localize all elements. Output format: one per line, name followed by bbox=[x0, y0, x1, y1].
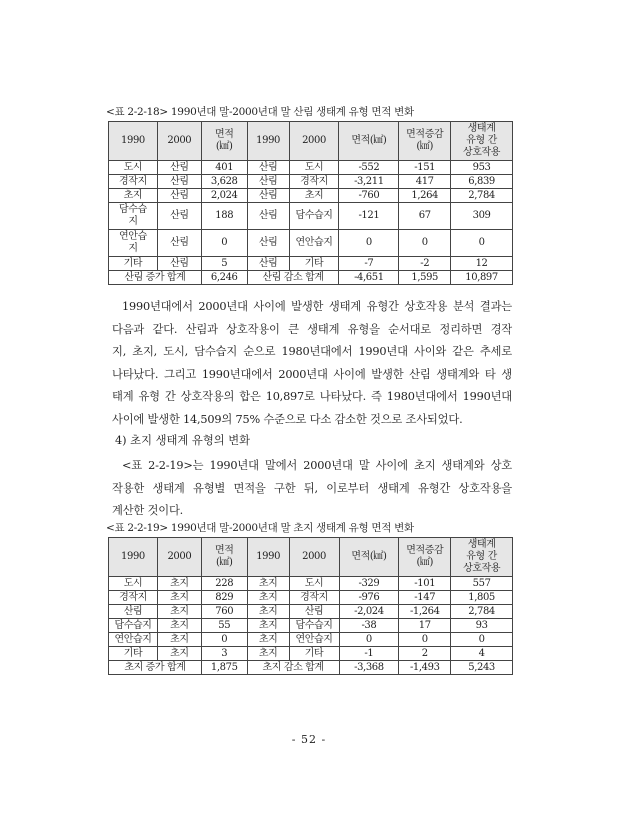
table-cell: -1,264 bbox=[399, 605, 451, 619]
total-label: 초지 증가 합계 bbox=[109, 661, 202, 675]
table-row bbox=[109, 647, 513, 661]
table-cell: 초지 bbox=[247, 591, 289, 605]
text-line: 작용한 생태계 유형별 면적을 구한 뒤, 이로부터 생태계 유형간 상호작용을 bbox=[112, 481, 512, 495]
text-line: 사이에 발생한 14,509의 75% 수준으로 다소 감소한 것으로 조사되었다. bbox=[112, 412, 463, 426]
table-cell: 초지 bbox=[157, 591, 201, 605]
text-line: 태계 유형 간 상호작용의 합은 10,897로 나타났다. 즉 1980년대에서 1990년대 bbox=[112, 390, 512, 403]
table-cell: 67 bbox=[399, 203, 451, 230]
table-cell: 산림 bbox=[157, 175, 201, 189]
total-value: 1,595 bbox=[399, 271, 451, 285]
column-header: 2000 bbox=[157, 538, 201, 577]
table-cell: 417 bbox=[399, 175, 451, 189]
table-row bbox=[109, 633, 513, 647]
table-cell: 0 bbox=[201, 633, 247, 647]
table-row bbox=[109, 175, 513, 189]
table-cell: -38 bbox=[339, 619, 399, 633]
table-cell: 연안습지 bbox=[109, 633, 158, 647]
table-cell: -976 bbox=[339, 591, 399, 605]
analysis-paragraph bbox=[112, 296, 512, 431]
table-cell: 산림 bbox=[157, 189, 201, 203]
table-cell: 도시 bbox=[109, 161, 158, 175]
table-cell: 55 bbox=[201, 619, 247, 633]
table-cell: 초지 bbox=[247, 633, 289, 647]
table-cell: -760 bbox=[339, 189, 399, 203]
table-row bbox=[109, 189, 513, 203]
text-line: 다음과 같다. 산림과 상호작용이 큰 생태계 유형을 순서대로 정리하면 경작 bbox=[112, 322, 512, 336]
table-row bbox=[109, 619, 513, 633]
table-cell: 도시 bbox=[289, 161, 339, 175]
table-cell: 경작지 bbox=[289, 591, 339, 605]
text-line: 계산한 것이다. bbox=[112, 504, 184, 517]
table-cell: 도시 bbox=[289, 577, 339, 591]
column-header: 생태계 유형 간 상호작용 bbox=[451, 122, 513, 161]
table-cell: 0 bbox=[399, 230, 451, 257]
table-cell: 1,264 bbox=[399, 189, 451, 203]
table-cell: 초지 bbox=[247, 619, 289, 633]
table-cell: 연안습지 bbox=[289, 230, 339, 257]
column-header: 1990 bbox=[109, 122, 158, 161]
table-row bbox=[109, 577, 513, 591]
table-cell: 초지 bbox=[289, 189, 339, 203]
section-title: 4) 초지 생태계 유형의 변화 bbox=[115, 434, 251, 447]
total-value: 6,246 bbox=[201, 271, 247, 285]
table-cell: 0 bbox=[451, 230, 513, 257]
table-cell: 산림 bbox=[247, 175, 289, 189]
table-cell: 경작지 bbox=[289, 175, 339, 189]
column-header: 면적증감 (㎢) bbox=[399, 538, 451, 577]
total-label: 산림 증가 합계 bbox=[109, 271, 202, 285]
table-cell: 5 bbox=[201, 257, 247, 271]
table-cell: 초지 bbox=[157, 647, 201, 661]
table-cell: 초지 bbox=[247, 647, 289, 661]
table-cell: 산림 bbox=[157, 161, 201, 175]
total-value: 5,243 bbox=[451, 661, 513, 675]
table-row bbox=[109, 203, 513, 230]
column-header: 1990 bbox=[109, 538, 158, 577]
table-cell: -2,024 bbox=[339, 605, 399, 619]
table-row bbox=[109, 230, 513, 257]
table-cell: -2 bbox=[399, 257, 451, 271]
table-cell: 0 bbox=[339, 633, 399, 647]
column-header: 1990 bbox=[247, 122, 289, 161]
table-cell: -1 bbox=[339, 647, 399, 661]
table-cell: 경작지 bbox=[109, 591, 158, 605]
table-cell: 17 bbox=[399, 619, 451, 633]
column-header: 2000 bbox=[157, 122, 201, 161]
table1-caption: <표 2-2-18> 1990년대 말-2000년대 말 산림 생태계 유형 면적 변화 bbox=[106, 106, 414, 118]
table-cell: 담수습지 bbox=[109, 619, 158, 633]
table-cell: 3,628 bbox=[201, 175, 247, 189]
table-cell: 초지 bbox=[247, 605, 289, 619]
table-cell: 산림 bbox=[109, 605, 158, 619]
table-cell: 담수습지 bbox=[289, 619, 339, 633]
total-value: -3,368 bbox=[339, 661, 399, 675]
table-cell: 0 bbox=[451, 633, 513, 647]
column-header: 면적(㎢) bbox=[339, 122, 399, 161]
table2-caption: <표 2-2-19> 1990년대 말-2000년대 말 초지 생태계 유형 면적 변화 bbox=[106, 522, 414, 534]
table-cell: -552 bbox=[339, 161, 399, 175]
table-cell: 12 bbox=[451, 257, 513, 271]
table-cell: 309 bbox=[451, 203, 513, 230]
table-cell: 초지 bbox=[157, 633, 201, 647]
column-header: 면적 (㎢) bbox=[201, 122, 247, 161]
table-total-row bbox=[109, 661, 513, 675]
total-value: -1,493 bbox=[399, 661, 451, 675]
total-value: 1,875 bbox=[201, 661, 247, 675]
table-cell: 산림 bbox=[157, 257, 201, 271]
table-header-row bbox=[109, 538, 513, 577]
table-cell: 산림 bbox=[247, 203, 289, 230]
table-cell: 0 bbox=[201, 230, 247, 257]
table-cell: 0 bbox=[339, 230, 399, 257]
table-cell: 기타 bbox=[109, 647, 158, 661]
table-cell: -7 bbox=[339, 257, 399, 271]
table-cell: 93 bbox=[451, 619, 513, 633]
table-cell: 연안습지 bbox=[289, 633, 339, 647]
table-cell: 산림 bbox=[247, 257, 289, 271]
column-header: 면적 (㎢) bbox=[201, 538, 247, 577]
table-cell: 연안습지 bbox=[109, 230, 158, 257]
table-cell: 760 bbox=[201, 605, 247, 619]
table-cell: 산림 bbox=[247, 189, 289, 203]
text-line: 나타났다. 그리고 1990년대에서 2000년대 사이에 발생한 산림 생태계와 타 생 bbox=[112, 367, 512, 381]
table-cell: 228 bbox=[201, 577, 247, 591]
total-value: 10,897 bbox=[451, 271, 513, 285]
table-cell: 산림 bbox=[157, 203, 201, 230]
table-cell: -151 bbox=[399, 161, 451, 175]
total-label: 산림 감소 합계 bbox=[247, 271, 339, 285]
table-cell: 경작지 bbox=[109, 175, 158, 189]
table-cell: 도시 bbox=[109, 577, 158, 591]
column-header: 2000 bbox=[289, 122, 339, 161]
table-cell: -329 bbox=[339, 577, 399, 591]
table-row bbox=[109, 591, 513, 605]
total-value: -4,651 bbox=[339, 271, 399, 285]
table-cell: 기타 bbox=[289, 257, 339, 271]
table-cell: 초지 bbox=[157, 605, 201, 619]
table-cell: -3,211 bbox=[339, 175, 399, 189]
text-line: <표 2-2-19>는 1990년대 말에서 2000년대 말 사이에 초지 생태계와 상호 bbox=[122, 459, 512, 472]
table-cell: 기타 bbox=[109, 257, 158, 271]
table-cell: 초지 bbox=[247, 577, 289, 591]
text-line: 지, 초지, 도시, 담수습지 순으로 1980년대에서 1990년대 사이와 같은 추세로 bbox=[112, 345, 512, 358]
table-cell: 산림 bbox=[289, 605, 339, 619]
table-cell: 2 bbox=[399, 647, 451, 661]
column-header: 1990 bbox=[247, 538, 289, 577]
table-row bbox=[109, 605, 513, 619]
table-cell: 2,024 bbox=[201, 189, 247, 203]
table-cell: 188 bbox=[201, 203, 247, 230]
table-header-row bbox=[109, 122, 513, 161]
column-header: 생태계 유형 간 상호작용 bbox=[451, 538, 513, 577]
table-cell: 0 bbox=[399, 633, 451, 647]
intro-paragraph bbox=[112, 455, 512, 523]
table-row bbox=[109, 161, 513, 175]
column-header: 면적증감 (㎢) bbox=[399, 122, 451, 161]
table-cell: 초지 bbox=[109, 189, 158, 203]
table-cell: 산림 bbox=[247, 230, 289, 257]
table-cell: 4 bbox=[451, 647, 513, 661]
table-cell: 2,784 bbox=[451, 189, 513, 203]
table-cell: 초지 bbox=[157, 577, 201, 591]
table-cell: 953 bbox=[451, 161, 513, 175]
table-cell: -121 bbox=[339, 203, 399, 230]
total-label: 초지 감소 합계 bbox=[247, 661, 339, 675]
table-cell: 초지 bbox=[157, 619, 201, 633]
table-cell: 557 bbox=[451, 577, 513, 591]
column-header: 면적(㎢) bbox=[339, 538, 399, 577]
column-header: 2000 bbox=[289, 538, 339, 577]
text-line: 1990년대에서 2000년대 사이에 발생한 생태계 유형간 상호작용 분석 결과는 bbox=[122, 300, 512, 313]
table-cell: 3 bbox=[201, 647, 247, 661]
table-cell: 기타 bbox=[289, 647, 339, 661]
table-cell: 2,784 bbox=[451, 605, 513, 619]
table-cell: 6,839 bbox=[451, 175, 513, 189]
table-cell: 산림 bbox=[247, 161, 289, 175]
table-total-row bbox=[109, 271, 513, 285]
table-cell: -147 bbox=[399, 591, 451, 605]
table-cell: 산림 bbox=[157, 230, 201, 257]
page-number: - 52 - bbox=[291, 733, 327, 746]
table-cell: 829 bbox=[201, 591, 247, 605]
table-cell: 401 bbox=[201, 161, 247, 175]
table-row bbox=[109, 257, 513, 271]
table-cell: 담수습지 bbox=[289, 203, 339, 230]
table-cell: -101 bbox=[399, 577, 451, 591]
table-cell: 담수습지 bbox=[109, 203, 158, 230]
table-cell: 1,805 bbox=[451, 591, 513, 605]
table1 bbox=[108, 121, 513, 285]
table2 bbox=[108, 537, 513, 675]
